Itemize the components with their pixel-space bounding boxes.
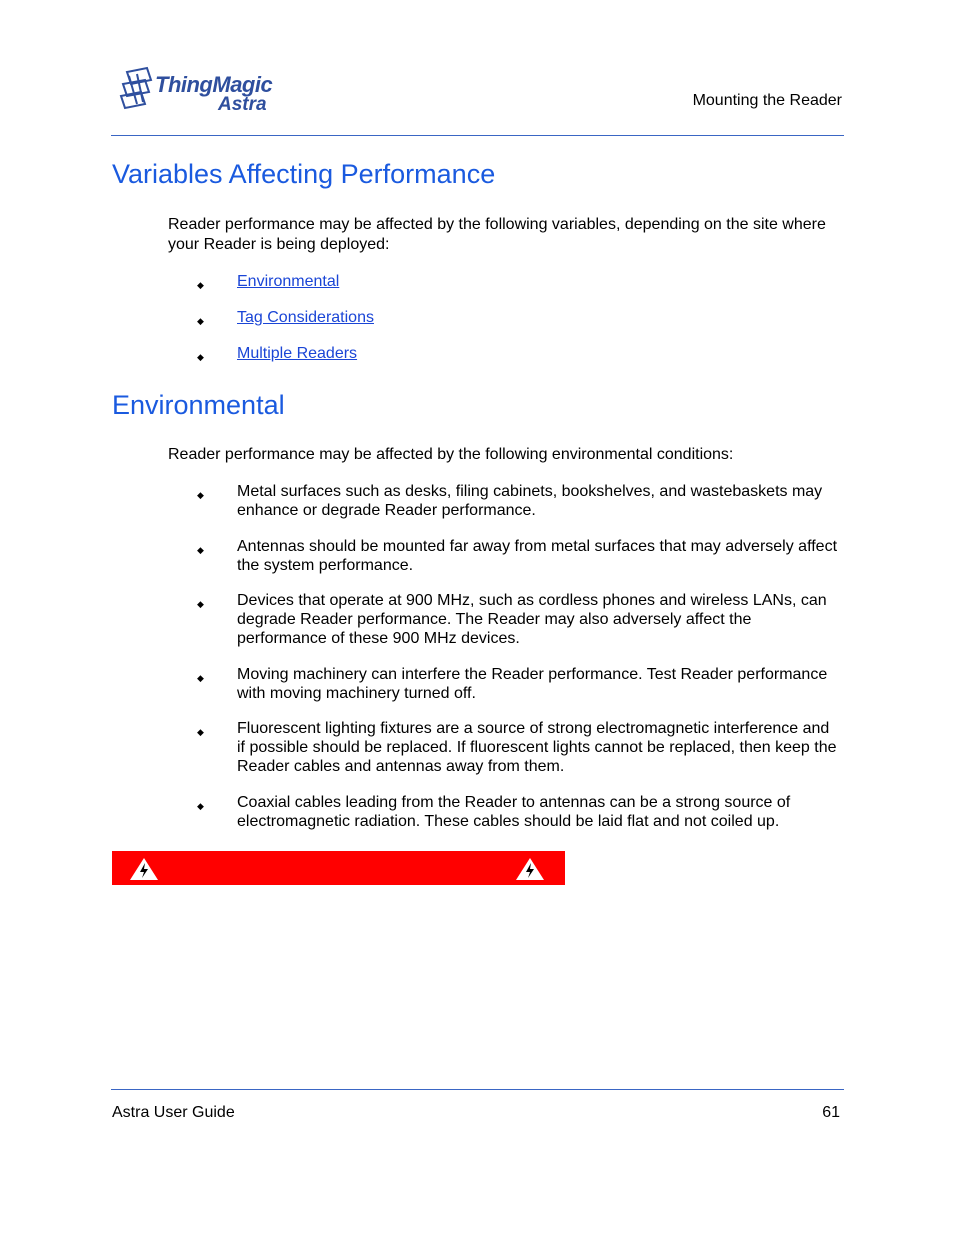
list-item-text: Devices that operate at 900 MHz, such as cordless phones and wireless LANs, can degrade Reader performance. The Reader may also adversely affect the performance of these 900 MHz devices.	[237, 592, 827, 647]
reader-device-icon	[117, 66, 157, 116]
list-item-text: Fluorescent lighting fixtures are a source of strong electromagnetic interference and if possible should be replaced. If fluorescent lights cannot be replaced, then keep the Reader cables and antennas away from them.	[237, 720, 837, 775]
diamond-bullet-icon: ◆	[197, 352, 204, 362]
list-item-text: Moving machinery can interfere the Reader performance. Test Reader performance with moving machinery turned off.	[237, 666, 828, 702]
page-number: 61	[822, 1104, 840, 1121]
header-divider	[111, 135, 844, 136]
logo-product-name: Astra	[218, 94, 267, 115]
section2-intro: Reader performance may be affected by the following environmental conditions:	[168, 446, 734, 463]
environmental-link[interactable]: Environmental	[237, 273, 340, 290]
high-voltage-warning-icon	[129, 857, 159, 881]
diamond-bullet-icon: ◆	[197, 673, 204, 683]
heading-environmental: Environmental	[112, 390, 285, 420]
list-item-text: Metal surfaces such as desks, filing cabinets, bookshelves, and wastebaskets may enhance or degrade Reader performance.	[237, 483, 823, 519]
diamond-bullet-icon: ◆	[197, 280, 204, 290]
footer-document-title: Astra User Guide	[112, 1104, 235, 1121]
tag-considerations-link[interactable]: Tag Considerations	[237, 309, 374, 326]
list-item-text: Coaxial cables leading from the Reader to antennas can be a strong source of electromagnetic radiation. These cables should be laid flat and not coiled up.	[237, 794, 791, 830]
heading-variables-affecting-performance: Variables Affecting Performance	[112, 159, 496, 189]
list-item-text: Antennas should be mounted far away from metal surfaces that may adversely affect the system performance.	[237, 538, 838, 574]
diamond-bullet-icon: ◆	[197, 727, 204, 737]
diamond-bullet-icon: ◆	[197, 490, 204, 500]
running-header-title: Mounting the Reader	[692, 92, 842, 109]
logo-wordmark: ThingMagic	[155, 72, 273, 97]
thingmagic-astra-logo	[117, 66, 277, 118]
warning-banner	[112, 851, 565, 885]
diamond-bullet-icon: ◆	[197, 801, 204, 811]
footer-divider	[111, 1089, 844, 1090]
diamond-bullet-icon: ◆	[197, 599, 204, 609]
high-voltage-warning-icon	[515, 857, 545, 881]
multiple-readers-link[interactable]: Multiple Readers	[237, 345, 358, 362]
section1-intro: Reader performance may be affected by the following variables, depending on the site where your Reader is being deployed:	[168, 216, 826, 253]
diamond-bullet-icon: ◆	[197, 545, 204, 555]
diamond-bullet-icon: ◆	[197, 316, 204, 326]
